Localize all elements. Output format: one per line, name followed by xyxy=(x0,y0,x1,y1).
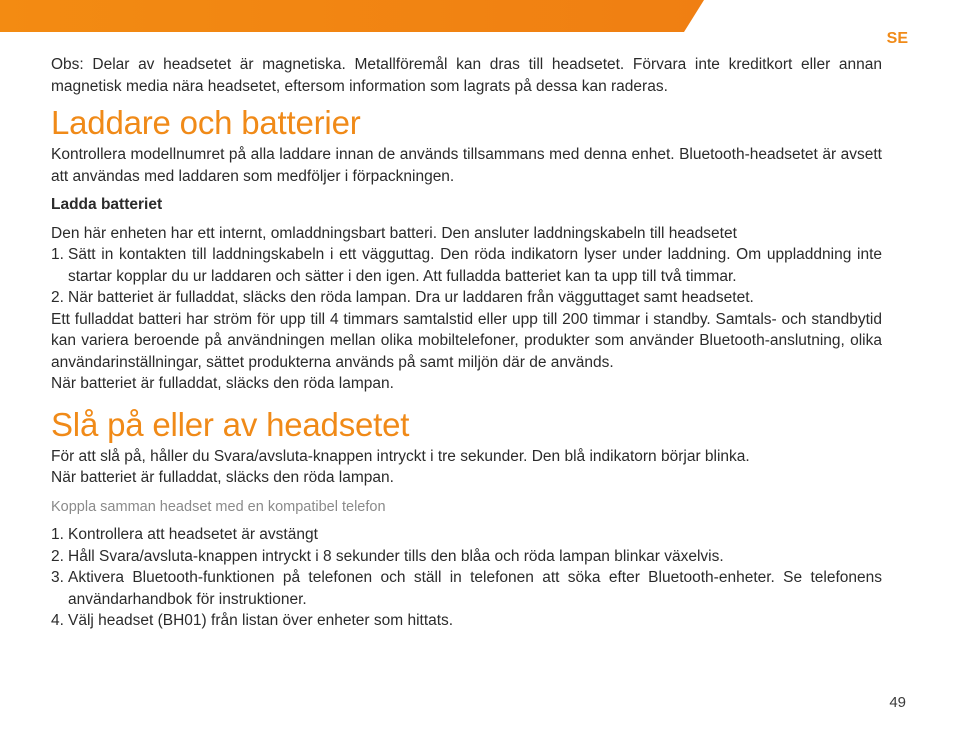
list-text: Kontrollera att headsetet är avstängt xyxy=(68,526,318,543)
page-content xyxy=(51,54,882,632)
list-number: 2. xyxy=(51,289,64,306)
power-on-line: För att slå på, håller du Svara/avsluta-knappen intryckt i tre sekunder. Den blå indikatorn börjar blinka. xyxy=(51,447,750,465)
list-item xyxy=(51,567,882,610)
pairing-heading: Koppla samman headset med en kompatibel telefon xyxy=(51,498,386,515)
page-number: 49 xyxy=(889,694,906,711)
section-title-power: Slå på eller av headsetet xyxy=(51,405,410,443)
list-text: Välj headset (BH01) från listan över enheter som hittats. xyxy=(68,612,454,629)
list-item xyxy=(51,546,882,568)
list-number: 4. xyxy=(51,612,64,629)
list-item xyxy=(51,244,882,287)
battery-full-note: När batteriet är fulladdat, släcks den röda lampan. xyxy=(51,375,394,392)
list-item xyxy=(51,610,882,632)
pairing-list xyxy=(51,524,882,632)
section-title-chargers: Laddare och batterier xyxy=(51,104,361,141)
list-text: Håll Svara/avsluta-knappen intryckt i 8 sekunder tills den blåa och röda lampan blinkar växelvis. xyxy=(68,547,724,565)
language-tag: SE xyxy=(886,30,908,47)
list-item xyxy=(51,524,882,546)
list-number: 2. xyxy=(51,547,64,565)
list-text: Aktivera Bluetooth-funktionen på telefonen och ställ in telefonen att söka efter Bluetooth-enheter. Se telefonens användarhandbok för instruktioner. xyxy=(68,569,882,608)
list-number: 3. xyxy=(51,569,64,586)
battery-life-paragraph: Ett fulladdat batteri har ström för upp till 4 timmars samtalstid eller upp till 200 timmar i standby. Samtals- och standbytid kan variera beroende på användningen mellan olika mobiltelefoner, produkter som använder Bluetooth-anslutning, olika användarinställningar, sättet produkterna används på samt miljön där de används. xyxy=(51,310,882,371)
list-item xyxy=(51,287,882,309)
charge-battery-heading: Ladda batteriet xyxy=(51,196,163,213)
header-bar-shape xyxy=(0,0,954,32)
list-text: När batteriet är fulladdat, släcks den röda lampan. Dra ur laddaren från vägguttaget samt headsetet. xyxy=(68,289,754,306)
charge-lead: Den här enheten har ett internt, omladdningsbart batteri. Den ansluter laddningskabeln till headsetet xyxy=(51,224,737,242)
power-battery-note: När batteriet är fulladdat, släcks den röda lampan. xyxy=(51,469,394,486)
list-text: Sätt in kontakten till laddningskabeln i ett vägguttag. Den röda indikatorn lyser under laddning. Om uppladdning inte startar kopplar du ur laddaren och sätter i den igen. Att fulladda batteriet kan ta upp till två timmar. xyxy=(68,246,882,285)
intro-note: Obs: Delar av headsetet är magnetiska. Metallföremål kan dras till headsetet. Förvara inte kreditkort eller annan magnetisk media nära headsetet, eftersom information som lagrats på dessa kan raderas. xyxy=(51,56,882,95)
list-number: 1. xyxy=(51,526,64,543)
chargers-paragraph: Kontrollera modellnumret på alla laddare innan de används tillsammans med denna enhet. Bluetooth-headsetet är avsett att användas med laddaren som medföljer i förpackningen. xyxy=(51,146,882,185)
header-bar xyxy=(0,0,954,32)
list-number: 1. xyxy=(51,246,64,263)
